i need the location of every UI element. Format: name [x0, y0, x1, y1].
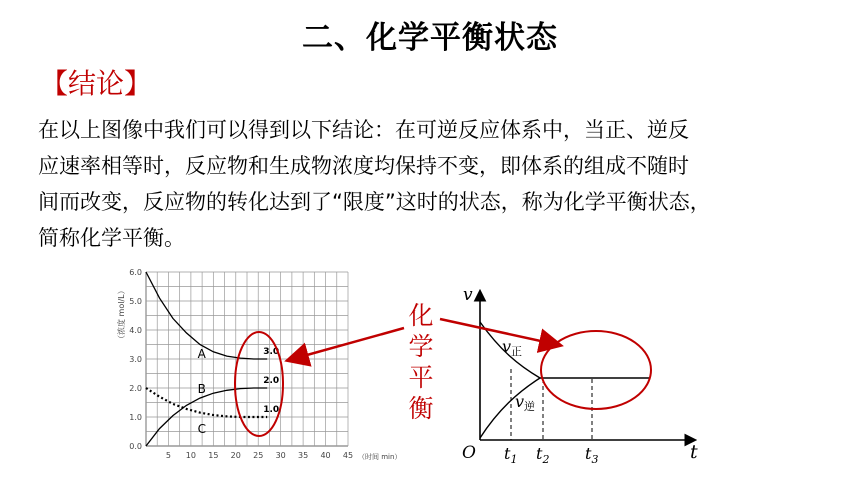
v-forward-label: v正 — [502, 337, 523, 358]
v-reverse-label: v逆 — [515, 392, 536, 413]
x-tick-label: 35 — [298, 451, 309, 460]
paragraph-line: 简称化学平衡。 — [38, 226, 185, 250]
x-tick-label: 45 — [342, 451, 354, 460]
v-axis-label: v — [463, 285, 473, 305]
x-tick-label: 10 — [185, 451, 196, 460]
paragraph-line: 在以上图像中我们可以得到以下结论：在可逆反应体系中，当正、逆反 — [38, 118, 689, 142]
equilibrium-annotation — [406, 300, 436, 424]
x-tick-label: 30 — [275, 451, 286, 460]
y-tick-label: 5.0 — [129, 297, 142, 306]
annotation-char: 平 — [408, 363, 434, 392]
origin-label: O — [462, 443, 476, 463]
rate-chart — [462, 285, 698, 466]
y-tick-label: 3.0 — [129, 355, 142, 364]
x-tick-label: 25 — [253, 451, 264, 460]
t-axis-label: t — [690, 441, 698, 463]
y-tick-label: 4.0 — [129, 326, 142, 335]
x-tick-label: 15 — [208, 451, 219, 460]
arrow-to-right-chart — [440, 319, 559, 345]
series-name-B: B — [197, 381, 206, 396]
paragraph-line: 应速率相等时，反应物和生成物浓度均保持不变，即体系的组成不随时 — [38, 154, 689, 178]
series-name-C: C — [197, 422, 207, 437]
y-tick-label: 6.0 — [129, 268, 142, 277]
x-axis-label: （时间 min） — [358, 453, 402, 461]
annotation-char: 化 — [408, 301, 434, 330]
y-tick-label: 0.0 — [129, 442, 142, 451]
equilibrium-ellipse-right — [541, 331, 651, 409]
annotation-char: 衡 — [408, 394, 434, 423]
data-label-C: 1.0 — [263, 405, 280, 415]
arrow-to-left-chart — [289, 328, 404, 360]
t2-label: $t_2$ — [536, 444, 550, 466]
page-title: 二、化学平衡状态 — [302, 20, 558, 56]
x-tick-label: 40 — [320, 451, 331, 460]
x-tick-label: 20 — [230, 451, 241, 460]
conclusion-heading: 【结论】 — [40, 67, 153, 100]
series-name-A: A — [197, 347, 206, 362]
y-axis-label: （浓度 mol/L） — [117, 286, 126, 343]
annotation-char: 学 — [408, 332, 434, 361]
t1-label: $t_1$ — [504, 444, 518, 466]
data-label-B: 2.0 — [263, 376, 280, 386]
concentration-chart — [116, 268, 401, 461]
x-tick-label: 5 — [165, 451, 171, 460]
y-tick-label: 1.0 — [129, 413, 142, 422]
paragraph-line: 间而改变，反应物的转化达到了“限度”这时的状态，称为化学平衡状态， — [38, 190, 711, 214]
t3-label: $t_3$ — [585, 444, 599, 466]
y-tick-label: 2.0 — [129, 384, 142, 393]
data-label-A: 3.0 — [263, 347, 280, 357]
